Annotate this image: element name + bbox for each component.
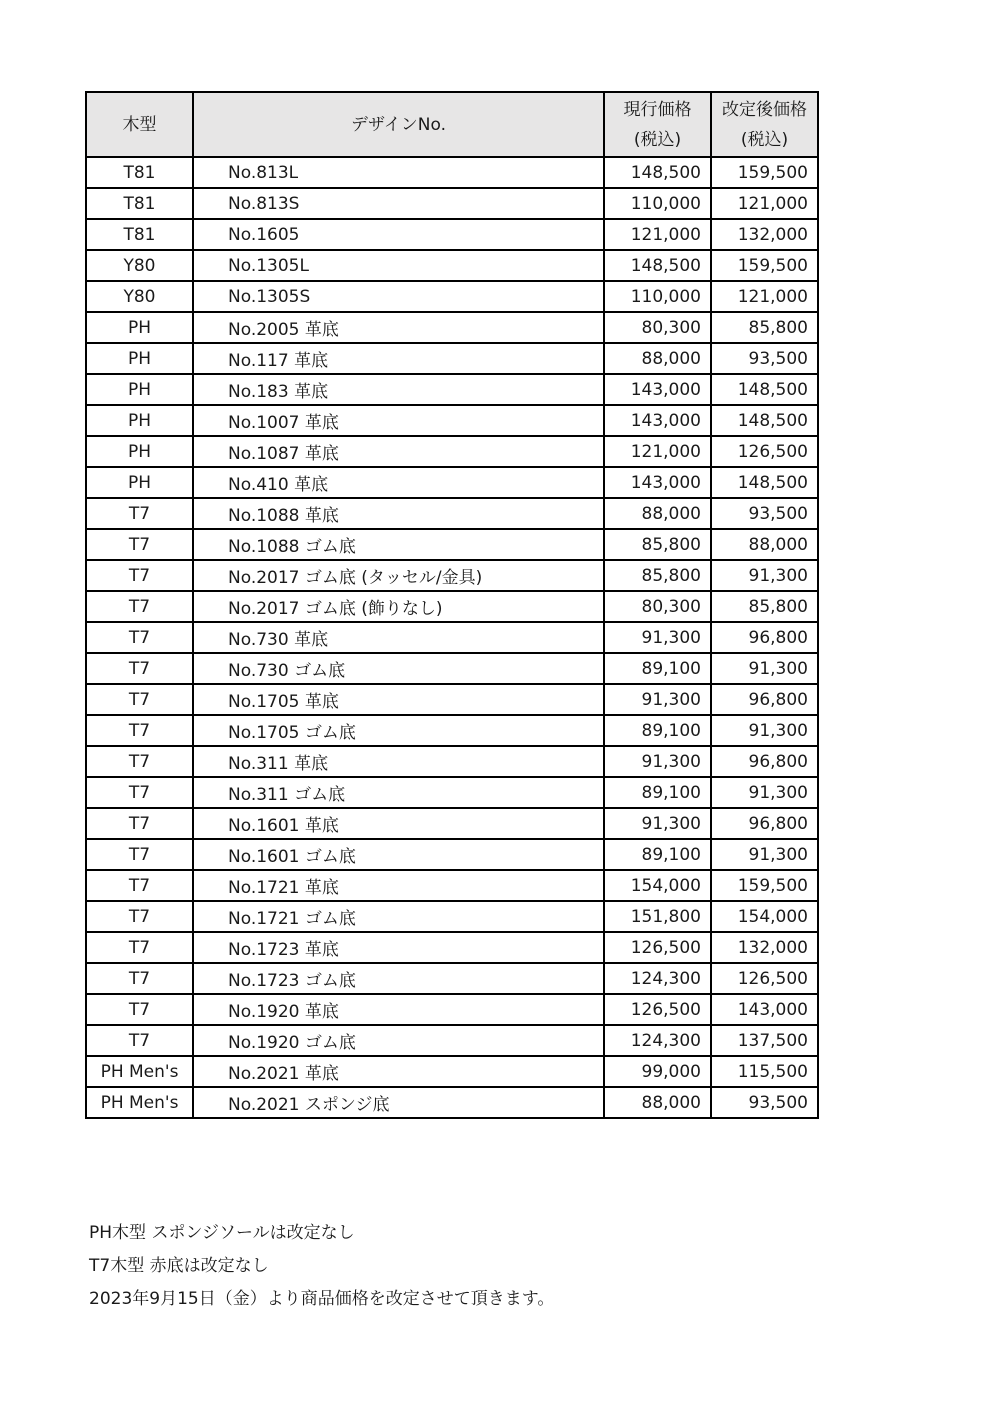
cell-design: No.1705 革底 [193, 684, 604, 715]
cell-design: No.410 革底 [193, 467, 604, 498]
note-revision-date: 2023年9月15日（金）より商品価格を改定させて頂きます。 [89, 1289, 555, 1309]
cell-design: No.117 革底 [193, 343, 604, 374]
table-row [86, 994, 818, 1025]
cell-revised-price: 96,800 [711, 746, 818, 777]
cell-design: No.1705 ゴム底 [193, 715, 604, 746]
header-design: デザインNo. [193, 92, 604, 157]
cell-revised-price: 121,000 [711, 281, 818, 312]
cell-current-price: 80,300 [604, 591, 711, 622]
cell-design: No.1305S [193, 281, 604, 312]
cell-revised-price: 85,800 [711, 591, 818, 622]
table-row [86, 405, 818, 436]
cell-type: T7 [86, 994, 193, 1025]
cell-current-price: 89,100 [604, 839, 711, 870]
header-revised-price [711, 92, 818, 157]
cell-revised-price: 91,300 [711, 653, 818, 684]
cell-revised-price: 121,000 [711, 188, 818, 219]
cell-revised-price: 143,000 [711, 994, 818, 1025]
cell-current-price: 91,300 [604, 746, 711, 777]
cell-type: T7 [86, 963, 193, 994]
cell-revised-price: 148,500 [711, 467, 818, 498]
header-current-tax-note: (税込) [633, 129, 682, 150]
cell-type: T7 [86, 591, 193, 622]
cell-current-price: 143,000 [604, 405, 711, 436]
cell-design: No.2017 ゴム底 (飾りなし) [193, 591, 604, 622]
cell-type: T7 [86, 498, 193, 529]
cell-revised-price: 85,800 [711, 312, 818, 343]
cell-design: No.1721 革底 [193, 870, 604, 901]
cell-design: No.1007 革底 [193, 405, 604, 436]
cell-design: No.1088 革底 [193, 498, 604, 529]
cell-current-price: 126,500 [604, 932, 711, 963]
header-row [86, 92, 818, 157]
cell-type: Y80 [86, 281, 193, 312]
table-row [86, 188, 818, 219]
cell-revised-price: 96,800 [711, 622, 818, 653]
table-row [86, 901, 818, 932]
cell-current-price: 99,000 [604, 1056, 711, 1087]
table-row [86, 157, 818, 188]
cell-current-price: 124,300 [604, 963, 711, 994]
table-row [86, 560, 818, 591]
cell-type: PH [86, 374, 193, 405]
header-type: 木型 [86, 92, 193, 157]
table-row [86, 219, 818, 250]
cell-revised-price: 137,500 [711, 1025, 818, 1056]
cell-type: PH Men's [86, 1087, 193, 1118]
cell-revised-price: 159,500 [711, 250, 818, 281]
cell-current-price: 88,000 [604, 498, 711, 529]
note-t7-red-sole: T7木型 赤底は改定なし [89, 1256, 269, 1276]
table-row [86, 1056, 818, 1087]
cell-current-price: 143,000 [604, 467, 711, 498]
cell-design: No.1723 ゴム底 [193, 963, 604, 994]
notes [89, 1217, 554, 1316]
cell-current-price: 89,100 [604, 653, 711, 684]
cell-type: PH [86, 312, 193, 343]
cell-revised-price: 159,500 [711, 870, 818, 901]
table-row [86, 281, 818, 312]
cell-type: T7 [86, 777, 193, 808]
cell-current-price: 85,800 [604, 560, 711, 591]
cell-current-price: 121,000 [604, 219, 711, 250]
cell-type: PH [86, 343, 193, 374]
cell-design: No.1601 ゴム底 [193, 839, 604, 870]
cell-type: Y80 [86, 250, 193, 281]
cell-type: PH [86, 436, 193, 467]
cell-revised-price: 93,500 [711, 343, 818, 374]
cell-type: T7 [86, 684, 193, 715]
cell-type: PH [86, 467, 193, 498]
cell-type: T7 [86, 932, 193, 963]
cell-current-price: 89,100 [604, 777, 711, 808]
cell-current-price: 110,000 [604, 188, 711, 219]
cell-design: No.311 革底 [193, 746, 604, 777]
cell-revised-price: 96,800 [711, 808, 818, 839]
header-revised-price-label: 改定後価格 [722, 99, 807, 120]
cell-revised-price: 91,300 [711, 839, 818, 870]
table-row [86, 622, 818, 653]
table-row [86, 250, 818, 281]
cell-design: No.1088 ゴム底 [193, 529, 604, 560]
cell-type: T81 [86, 157, 193, 188]
cell-type: PH [86, 405, 193, 436]
cell-type: T7 [86, 808, 193, 839]
cell-current-price: 151,800 [604, 901, 711, 932]
cell-revised-price: 148,500 [711, 374, 818, 405]
table-row [86, 436, 818, 467]
cell-current-price: 91,300 [604, 684, 711, 715]
cell-current-price: 85,800 [604, 529, 711, 560]
cell-current-price: 88,000 [604, 1087, 711, 1118]
cell-current-price: 154,000 [604, 870, 711, 901]
cell-type: T7 [86, 622, 193, 653]
cell-current-price: 148,500 [604, 157, 711, 188]
cell-current-price: 80,300 [604, 312, 711, 343]
cell-current-price: 91,300 [604, 622, 711, 653]
table-row [86, 839, 818, 870]
cell-design: No.730 ゴム底 [193, 653, 604, 684]
cell-type: T7 [86, 870, 193, 901]
cell-current-price: 121,000 [604, 436, 711, 467]
cell-current-price: 143,000 [604, 374, 711, 405]
cell-design: No.2021 スポンジ底 [193, 1087, 604, 1118]
table-row [86, 746, 818, 777]
cell-revised-price: 91,300 [711, 560, 818, 591]
cell-type: T7 [86, 715, 193, 746]
cell-type: T81 [86, 188, 193, 219]
table-row [86, 963, 818, 994]
cell-type: T7 [86, 529, 193, 560]
cell-revised-price: 154,000 [711, 901, 818, 932]
cell-design: No.1920 ゴム底 [193, 1025, 604, 1056]
cell-type: T7 [86, 746, 193, 777]
cell-type: T81 [86, 219, 193, 250]
table-row [86, 343, 818, 374]
cell-type: T7 [86, 560, 193, 591]
cell-current-price: 148,500 [604, 250, 711, 281]
cell-design: No.1305L [193, 250, 604, 281]
table-row [86, 870, 818, 901]
cell-revised-price: 126,500 [711, 963, 818, 994]
table-row [86, 715, 818, 746]
cell-design: No.813S [193, 188, 604, 219]
table-row [86, 808, 818, 839]
cell-design: No.1920 革底 [193, 994, 604, 1025]
cell-revised-price: 96,800 [711, 684, 818, 715]
note-ph-sponge: PH木型 スポンジソールは改定なし [89, 1223, 355, 1243]
cell-revised-price: 159,500 [711, 157, 818, 188]
table-row [86, 1025, 818, 1056]
cell-revised-price: 115,500 [711, 1056, 818, 1087]
table-row [86, 932, 818, 963]
cell-design: No.1601 革底 [193, 808, 604, 839]
cell-revised-price: 126,500 [711, 436, 818, 467]
cell-design: No.2005 革底 [193, 312, 604, 343]
table-row [86, 1087, 818, 1118]
cell-design: No.1605 [193, 219, 604, 250]
cell-revised-price: 93,500 [711, 1087, 818, 1118]
cell-current-price: 126,500 [604, 994, 711, 1025]
cell-design: No.311 ゴム底 [193, 777, 604, 808]
header-current-price [604, 92, 711, 157]
cell-revised-price: 91,300 [711, 777, 818, 808]
table-body [86, 157, 818, 1118]
table-row [86, 467, 818, 498]
cell-design: No.813L [193, 157, 604, 188]
cell-current-price: 91,300 [604, 808, 711, 839]
cell-revised-price: 91,300 [711, 715, 818, 746]
table-row [86, 529, 818, 560]
table-row [86, 591, 818, 622]
table-row [86, 653, 818, 684]
header-revised-tax-note: (税込) [740, 129, 789, 150]
cell-design: No.1087 革底 [193, 436, 604, 467]
cell-type: T7 [86, 839, 193, 870]
cell-type: T7 [86, 653, 193, 684]
price-table [85, 91, 819, 1119]
header-current-price-label: 現行価格 [623, 99, 692, 120]
cell-type: T7 [86, 901, 193, 932]
cell-design: No.1721 ゴム底 [193, 901, 604, 932]
table-header [86, 92, 818, 157]
cell-revised-price: 93,500 [711, 498, 818, 529]
cell-design: No.730 革底 [193, 622, 604, 653]
cell-revised-price: 88,000 [711, 529, 818, 560]
cell-type: T7 [86, 1025, 193, 1056]
cell-revised-price: 148,500 [711, 405, 818, 436]
table-row [86, 374, 818, 405]
cell-current-price: 110,000 [604, 281, 711, 312]
cell-revised-price: 132,000 [711, 932, 818, 963]
table-row [86, 684, 818, 715]
cell-design: No.183 革底 [193, 374, 604, 405]
cell-current-price: 88,000 [604, 343, 711, 374]
table-row [86, 312, 818, 343]
cell-design: No.1723 革底 [193, 932, 604, 963]
cell-revised-price: 132,000 [711, 219, 818, 250]
cell-design: No.2021 革底 [193, 1056, 604, 1087]
cell-current-price: 89,100 [604, 715, 711, 746]
cell-type: PH Men's [86, 1056, 193, 1087]
table-row [86, 498, 818, 529]
table-row [86, 777, 818, 808]
cell-design: No.2017 ゴム底 (タッセル/金具) [193, 560, 604, 591]
cell-current-price: 124,300 [604, 1025, 711, 1056]
